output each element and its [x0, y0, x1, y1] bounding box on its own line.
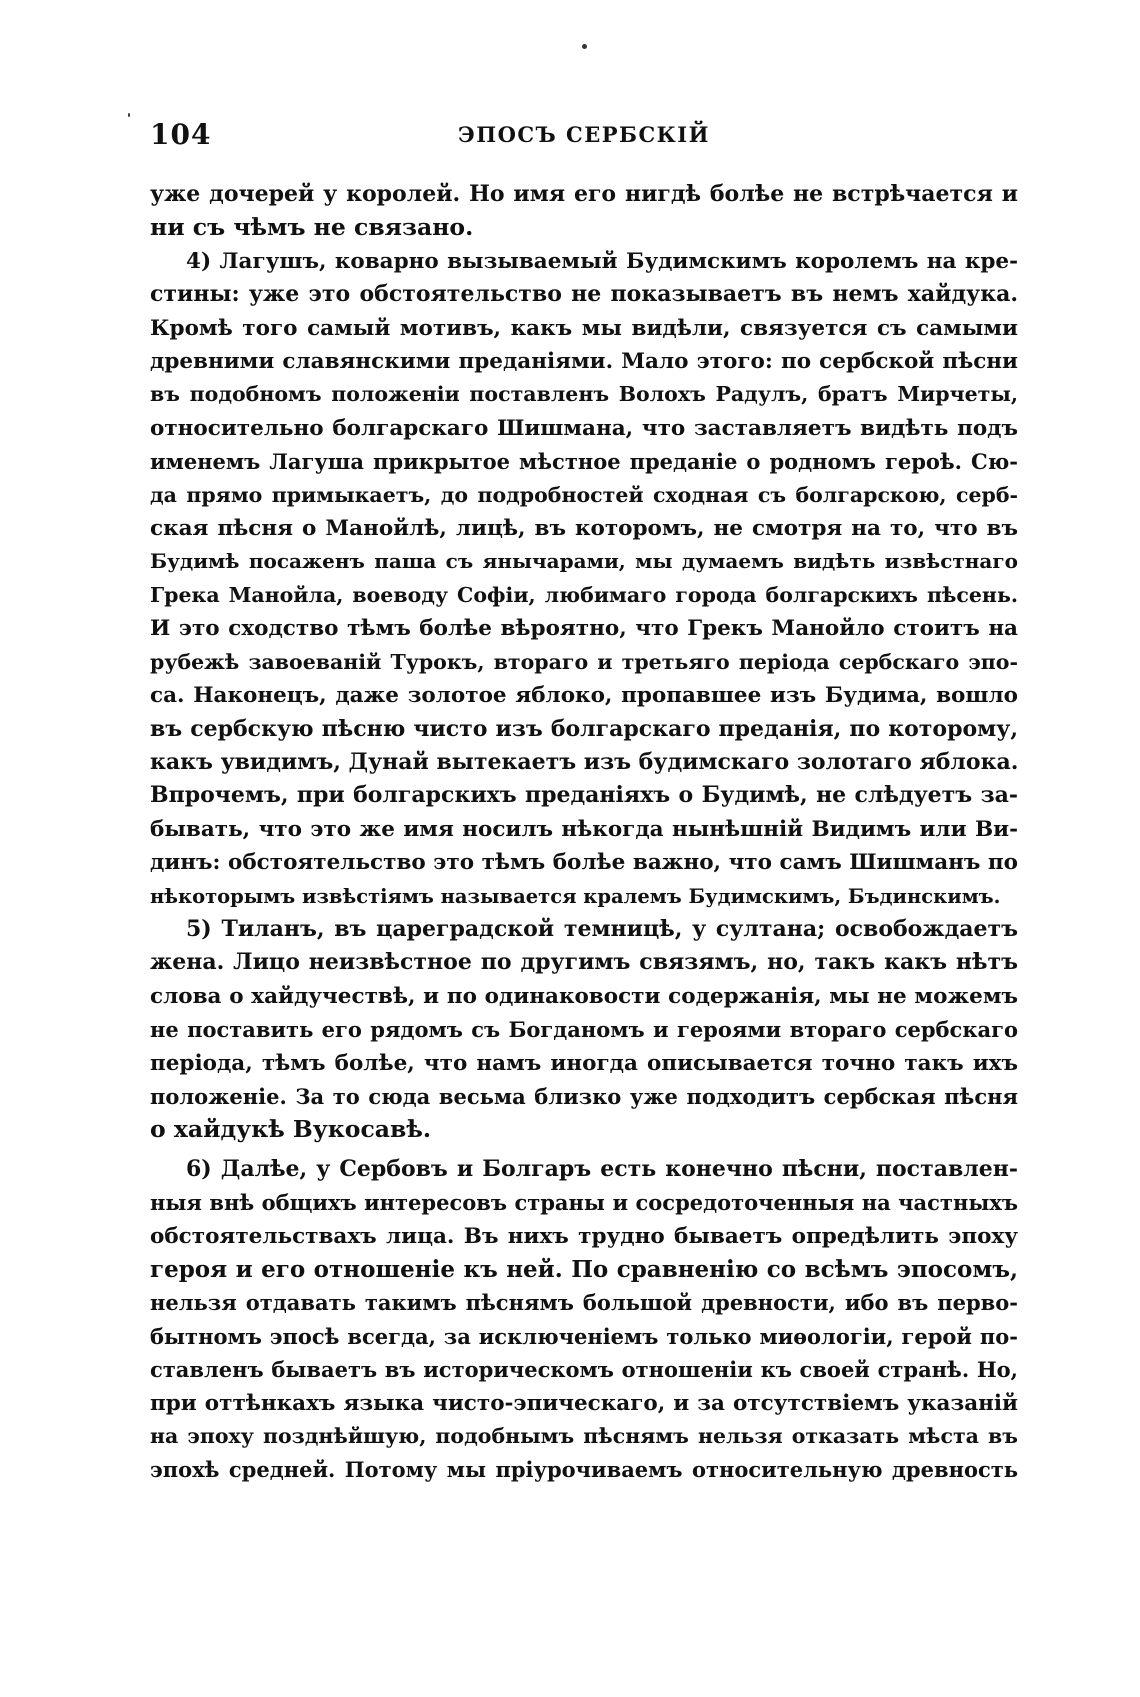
- text-line: обстоятельствахъ лица. Въ нихъ трудно бываетъ опредѣлить эпоху: [150, 1223, 1018, 1249]
- text-line: ныя внѣ общихъ интересовъ страны и сосредоточенныя на частныхъ: [150, 1190, 1018, 1216]
- text-line: ни съ чѣмъ не связано.: [150, 213, 474, 242]
- text-line: бытномъ эпосѣ всегда, за исключеніемъ только миѳологіи, герой по-: [150, 1323, 1018, 1349]
- text-line: 4) Лагушъ, коварно вызываемый Будимскимъ королемъ на кре-: [186, 248, 1018, 274]
- text-line: ская пѣсня о Манойлѣ, лицѣ, въ которомъ, не смотря на то, что въ: [150, 516, 1018, 542]
- text-line: нѣкоторымъ извѣстіямъ называется кралемъ Будимскимъ, Бъдинскимъ.: [150, 884, 1001, 908]
- paragraph-5-tilan: [150, 913, 1018, 1147]
- text-line: эпохѣ средней. Потому мы пріурочиваемъ относительную древность: [150, 1457, 1018, 1483]
- page-header: [150, 112, 1018, 156]
- text-line: древними славянскими преданіями. Мало этого: по сербской пѣсни: [150, 349, 1018, 375]
- text-line: относительно болгарскаго Шишмана, что заставляетъ видѣть подъ: [150, 415, 1018, 441]
- page-number: 104: [150, 118, 212, 151]
- text-line: 6) Далѣе, у Сербовъ и Болгаръ есть конечно пѣсни, поставлен-: [186, 1155, 1018, 1182]
- text-line: жена. Лицо неизвѣстное по другимъ связямъ, но, такъ какъ нѣтъ: [150, 949, 1018, 976]
- text-line: періода, тѣмъ болѣе, что намъ иногда описывается точно такъ ихъ: [150, 1050, 1018, 1076]
- page-body: [150, 178, 1018, 1487]
- text-line: при оттѣнкахъ языка чисто-эпическаго, и за отсутствіемъ указаній: [150, 1390, 1018, 1416]
- text-line: на эпоху позднѣйшую, подобнымъ пѣснямъ нельзя отказать мѣста въ: [150, 1424, 1018, 1449]
- paragraph-continuation: [150, 178, 1018, 245]
- scan-speck: [128, 113, 130, 117]
- text-line: рубежѣ завоеваній Турокъ, втораго и третьяго періода сербскаго эпо-: [150, 649, 1018, 674]
- text-line: Впрочемъ, при болгарскихъ преданіяхъ о Будимѣ, не слѣдуетъ за-: [150, 782, 1018, 809]
- text-line: ставленъ бываетъ въ историческомъ отношеніи къ своей странѣ. Но,: [150, 1357, 1018, 1383]
- scan-speck: [582, 44, 587, 49]
- text-line: са. Наконецъ, даже золотое яблоко, пропавшее изъ Будима, вошло: [150, 683, 1018, 709]
- text-line: именемъ Лагуша прикрытое мѣстное преданіе о родномъ героѣ. Сю-: [150, 449, 1018, 475]
- text-line: слова о хайдучествѣ, и по одинаковости содержанія, мы не можемъ: [150, 983, 1018, 1009]
- text-line: о хайдукѣ Вукосавѣ.: [150, 1115, 432, 1144]
- text-line: какъ увидимъ, Дунай вытекаетъ изъ будимскаго золотаго яблока.: [150, 748, 1019, 775]
- text-line: Будимѣ посаженъ паша съ янычарами, мы думаемъ видѣть извѣстнаго: [150, 549, 1018, 574]
- text-line: Грека Манойла, воеводу Софіи, любимаго города болгарскихъ пѣсень.: [150, 582, 1018, 607]
- text-line: положеніе. За то сюда весьма близко уже подходитъ сербская пѣсня: [150, 1083, 1018, 1109]
- text-line: 5) Тиланъ, въ цареградской темницѣ, у султана; освобождаетъ: [186, 915, 1018, 942]
- text-line: не поставить его рядомъ съ Богданомъ и героями втораго сербскаго: [150, 1017, 1018, 1043]
- text-line: въ сербскую пѣсню чисто изъ болгарскаго преданія, по которому,: [150, 715, 1018, 742]
- text-line: динъ: обстоятельство это тѣмъ болѣе важно, что самъ Шишманъ по: [150, 850, 1018, 876]
- text-line: бывать, что это же имя носилъ нѣкогда нынѣшній Видимъ или Ви-: [150, 816, 1018, 842]
- text-line: стины: уже это обстоятельство не показываетъ въ немъ хайдука.: [150, 281, 1018, 308]
- text-line: въ подобномъ положеніи поставленъ Волохъ Радулъ, братъ Мирчеты,: [150, 382, 1018, 407]
- text-line: героя и его отношеніе къ ней. По сравненію со всѣмъ эпосомъ,: [150, 1256, 1018, 1283]
- text-line: Кромѣ того самый мотивъ, какъ мы видѣли, связуется съ самыми: [150, 315, 1018, 341]
- paragraph-6-songs: [150, 1153, 1018, 1487]
- paragraph-4-lagush: [150, 245, 1018, 913]
- text-line: нельзя отдавать такимъ пѣснямъ большой древности, ибо въ перво-: [150, 1290, 1018, 1316]
- running-head: ЭПОСЪ СЕРБСКІЙ: [458, 122, 710, 147]
- text-line: да прямо примыкаетъ, до подробностей сходная съ болгарскою, серб-: [150, 482, 1018, 507]
- text-line: И это сходство тѣмъ болѣе вѣроятно, что Грекъ Манойло стоитъ на: [150, 616, 1018, 642]
- text-line: уже дочерей у королей. Но имя его нигдѣ болѣе не встрѣчается и: [150, 181, 1018, 207]
